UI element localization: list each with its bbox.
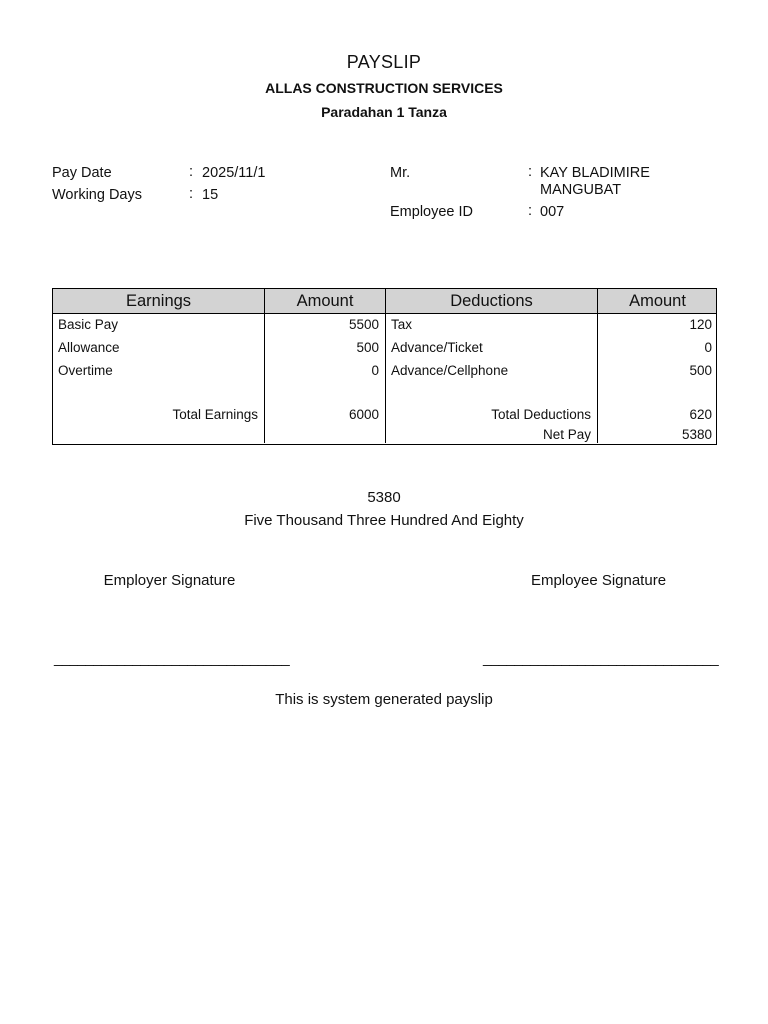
footer-note: This is system generated payslip	[275, 691, 493, 708]
header-deductions: Deductions	[450, 292, 533, 310]
employee-signature-line: ______________________________	[483, 650, 719, 667]
total-deductions-label: Total Deductions	[491, 407, 591, 422]
total-earnings-value: 6000	[348, 407, 379, 422]
net-pay-label: Net Pay	[542, 427, 591, 442]
employee-id-value: 007	[540, 204, 565, 220]
net-pay-value: 5380	[681, 427, 712, 442]
pay-date-colon: :	[189, 164, 194, 180]
company-name: ALLAS CONSTRUCTION SERVICES	[265, 80, 503, 96]
total-deductions-value: 620	[689, 407, 712, 422]
employee-name-line2: MANGUBAT	[540, 182, 622, 198]
total-earnings-label: Total Earnings	[172, 407, 258, 422]
working-days-label: Working Days	[52, 187, 142, 203]
earning-label: Allowance	[58, 340, 120, 355]
earning-label: Basic Pay	[58, 317, 119, 332]
deduction-label: Tax	[391, 317, 413, 332]
header-deductions-amount: Amount	[629, 292, 686, 310]
deduction-label: Advance/Ticket	[391, 340, 483, 355]
earning-label: Overtime	[58, 363, 113, 378]
employee-title-label: Mr.	[390, 165, 411, 181]
deduction-amount: 0	[704, 340, 712, 355]
header-earnings: Earnings	[125, 292, 192, 310]
employee-id-label: Employee ID	[390, 204, 474, 220]
employee-id-colon: :	[528, 203, 533, 219]
employer-signature-line: ______________________________	[54, 650, 290, 667]
pay-date-label: Pay Date	[52, 165, 112, 181]
working-days-colon: :	[189, 186, 194, 202]
employee-name-colon: :	[528, 164, 533, 180]
working-days-value: 15	[202, 187, 219, 203]
pay-date-value: 2025/11/1	[202, 165, 266, 181]
company-address: Paradahan 1 Tanza	[321, 104, 447, 120]
deduction-amount: 500	[689, 363, 712, 378]
net-pay-in-words: Five Thousand Three Hundred And Eighty	[244, 512, 524, 529]
employer-signature-label: Employer Signature	[103, 572, 236, 589]
header-earnings-amount: Amount	[296, 292, 354, 310]
earning-amount: 5500	[348, 317, 379, 332]
payslip-table	[52, 288, 717, 445]
employee-signature-label: Employee Signature	[530, 572, 667, 589]
earning-amount: 500	[356, 340, 379, 355]
deduction-label: Advance/Cellphone	[391, 363, 509, 378]
deduction-amount: 120	[689, 317, 712, 332]
employee-name-line1: KAY BLADIMIRE	[540, 165, 650, 181]
payslip-title: PAYSLIP	[346, 52, 422, 72]
net-pay-figure: 5380	[367, 489, 401, 506]
earning-amount: 0	[371, 363, 379, 378]
